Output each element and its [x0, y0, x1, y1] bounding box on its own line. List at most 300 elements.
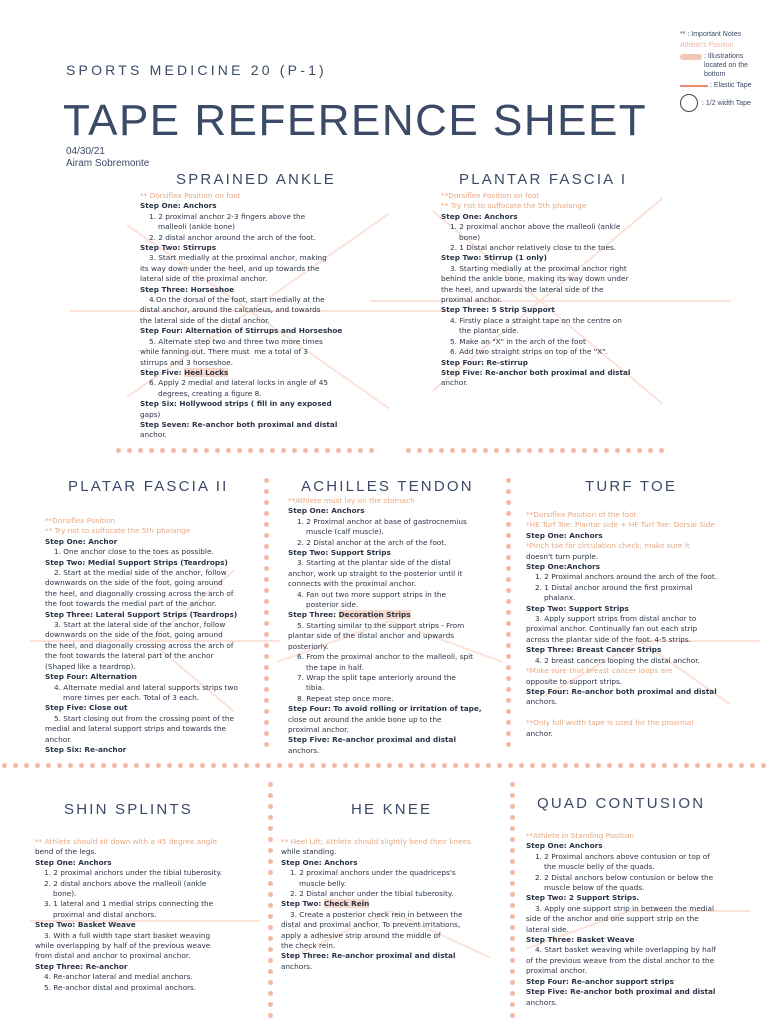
section-line: 2. 2 Distal anchors below contusion or below the [535, 872, 714, 882]
divider-dot [270, 448, 275, 453]
section-line: anchors. [281, 961, 313, 971]
divider-dot [68, 763, 73, 768]
divider-dot [264, 599, 269, 604]
divider-dot [510, 837, 515, 842]
section-line: 3. 1 lateral and 1 medial strips connecting the [44, 899, 214, 909]
divider-dot [728, 763, 733, 768]
divider-dot [519, 763, 524, 768]
divider-dot [160, 448, 165, 453]
section-line: proximal anchor. Continually fan out each strip [526, 624, 698, 634]
divider-dot [486, 763, 491, 768]
section-line: 7. Wrap the split tape anteriorly around the [297, 672, 456, 682]
section-line: 4. Alternate medial and lateral supports strips two [54, 682, 238, 692]
section-line: Step Three: Decoration Strips [288, 610, 411, 620]
divider-dot [420, 763, 425, 768]
divider-dot [464, 763, 469, 768]
divider-dot [264, 489, 269, 494]
divider-dot [264, 511, 269, 516]
divider-dot [268, 815, 273, 820]
section-line: proximal anchor. [441, 295, 502, 305]
section-line: posterior side. [306, 600, 359, 610]
section-line: 4. Fan out two more support strips in the [297, 589, 447, 599]
section-line: Step Five: Close out [45, 703, 128, 713]
section-line: Step Five: Re-anchor both proximal and distal [526, 987, 716, 997]
divider-dot [453, 763, 458, 768]
section-line: Step Two: Support Strips [526, 603, 629, 613]
divider-dot [506, 654, 511, 659]
section-line: anchor. [45, 734, 72, 744]
section-line: ** Try not to suffocate the 5th phalange [441, 201, 587, 211]
divider-dot [264, 610, 269, 615]
divider-dot [506, 599, 511, 604]
section-line: muscle below of the quads. [544, 883, 645, 893]
divider-dot [510, 782, 515, 787]
section-line: 8. Repeat step once more. [297, 693, 394, 703]
section-line: Step Two: Support Strips [288, 548, 391, 558]
section-line: 6. Add two straight strips on top of the "X". [450, 347, 608, 357]
section-line: ** Try not to suffocate the 5th phalange [45, 526, 191, 536]
illustration-highlight: Check Rein [323, 899, 370, 909]
divider-dot [717, 763, 722, 768]
divider-dot [506, 632, 511, 637]
section-line: Step One: Anchors [526, 530, 603, 540]
section-line: Step One: Anchors [441, 211, 518, 221]
section-line: Step Three: Breast Cancer Strips [526, 645, 662, 655]
divider-dot [268, 892, 273, 897]
section-line: ** Athlete should sit down with a 45 degree angle [35, 837, 217, 846]
divider-dot [268, 1002, 273, 1007]
section-line: 1. 2 proximal anchors under the quadriceps's [290, 868, 456, 878]
divider-dot [134, 763, 139, 768]
divider-dot [237, 448, 242, 453]
section-line: 1. One anchor close to the toes as possible. [54, 547, 214, 557]
divider-dot [472, 448, 477, 453]
divider-dot [268, 1013, 273, 1018]
section-line: distal and proximal anchor. To prevent irritations, [281, 920, 461, 930]
divider-dot [264, 621, 269, 626]
divider-dot [138, 448, 143, 453]
divider-dot [506, 698, 511, 703]
divider-dot [398, 763, 403, 768]
section-line: 3. Starting at the plantar side of the distal [297, 558, 451, 568]
section-line: 5. Re-anchor distal and proximal anchors. [44, 982, 197, 992]
section-line: 4. 2 breast cancers looping the distal anchor. [535, 655, 700, 665]
divider-dot [215, 448, 220, 453]
section-line: Step Four: Alternation [45, 672, 137, 682]
heading-he-knee: HE KNEE [351, 801, 433, 818]
section-line: 6. Apply 2 medial and lateral locks in angle of 45 [149, 378, 328, 388]
section-line: proximal anchor. [526, 966, 587, 976]
section-quad-contusion [526, 831, 751, 1008]
section-line: 1. 2 Proximal anchor at base of gastrocnemius [297, 516, 467, 526]
section-line: muscle belly. [299, 878, 347, 888]
section-line: behind the ankle bone, making its way down under [441, 274, 629, 284]
section-line: ** Dorsiflex Position on foot [140, 191, 241, 200]
section-line: 3. Starting medially at the proximal anchor right [450, 263, 627, 273]
divider-dot [439, 448, 444, 453]
section-line: Step Three: Basket Weave [526, 935, 635, 945]
divider-dot [510, 804, 515, 809]
section-line: doesn't turn purple. [526, 551, 599, 561]
section-line: Step Two: Stirrup (1 only) [441, 253, 547, 263]
section-line: Step Two: Basket Weave [35, 920, 136, 930]
divider-dot [268, 793, 273, 798]
section-line: anchor. [441, 378, 468, 388]
divider-dot [268, 958, 273, 963]
section-line: Step Four: Re-anchor both proximal and distal [526, 686, 717, 696]
legend-important: ** : Important Notes [680, 31, 742, 38]
divider-dot [494, 448, 499, 453]
divider-dot [510, 980, 515, 985]
section-line: connects with the proximal anchor. [288, 579, 417, 589]
section-line: 3. Start medially at the proximal anchor, making [149, 253, 327, 263]
divider-dot [510, 793, 515, 798]
divider-dot [2, 763, 7, 768]
heading-turf-toe: TURF TOE [585, 478, 678, 495]
section-line: Step Seven: Re-anchor both proximal and distal [140, 419, 338, 429]
divider-dot [167, 763, 172, 768]
divider-dot [510, 969, 515, 974]
divider-dot [264, 566, 269, 571]
section-line: bone). [53, 889, 77, 899]
illustration-highlight: Heel Locks [184, 367, 229, 377]
section-line: lateral side. [526, 924, 569, 934]
divider-dot [288, 763, 293, 768]
divider-dot [347, 448, 352, 453]
heading-quad-contusion: QUAD CONTUSION [537, 795, 706, 812]
divider-dot [149, 448, 154, 453]
divider-dot [336, 448, 341, 453]
divider-dot [127, 448, 132, 453]
divider-dot [506, 676, 511, 681]
section-line: *Make sure that breast cancer loops are [526, 666, 673, 676]
section-line: **Athlete must lay on the stomach [288, 496, 415, 505]
divider-dot [629, 763, 634, 768]
section-platar-fascia-2 [45, 516, 270, 755]
divider-dot [684, 763, 689, 768]
divider-dot [510, 1002, 515, 1007]
section-line: Step One: Anchors [140, 201, 217, 211]
divider-dot [321, 763, 326, 768]
section-line: **Dorsiflex Position on foot [441, 191, 540, 200]
divider-dot [244, 763, 249, 768]
divider-dot [510, 848, 515, 853]
divider-dot [706, 763, 711, 768]
section-line: 4. Firstly place a straight tape on the centre on [450, 315, 622, 325]
divider-dot [673, 763, 678, 768]
section-line: Step Six: Re-anchor [45, 744, 127, 754]
section-line: anchors. [526, 997, 558, 1007]
section-line: the heel, and diagonally crossing across the arch of [45, 588, 234, 598]
page-title: TAPE REFERENCE SHEET [63, 96, 648, 145]
section-line: tibia. [306, 683, 325, 693]
divider-dot [156, 763, 161, 768]
divider-dot [552, 763, 557, 768]
section-line: 2. 2 distal anchors above the malleoli (ankle [44, 878, 207, 888]
section-line: *HE Turf Toe: Plantar side + HF Turf Toe: Dorsal Side [526, 520, 716, 530]
section-line: of the previous weave from the distal anchor to the [526, 955, 715, 965]
section-line: posteriorly. [288, 641, 329, 651]
section-line: *Pinch toe for circulation check; make sure it [526, 541, 690, 551]
section-line: Step Two: 2 Support Strips. [526, 893, 640, 903]
section-line: 2. 2 Distal anchor under the tibial tuberosity. [290, 889, 454, 899]
divider-dot [268, 848, 273, 853]
section-line: 2. 1 Distal anchor around the first proximal [535, 582, 693, 592]
section-line: the foot towards the lateral part of the anchor [45, 651, 214, 661]
section-line: the plantar side. [459, 326, 519, 336]
divider-dot [506, 687, 511, 692]
divider-dot [506, 742, 511, 747]
divider-dot [607, 763, 612, 768]
divider-dot [560, 448, 565, 453]
divider-dot [325, 448, 330, 453]
section-line: the tape in half. [306, 662, 364, 672]
section-line: Step Three: 5 Strip Support [441, 305, 555, 315]
divider-dot [541, 763, 546, 768]
section-line: downwards on the side of the foot, going around [45, 630, 223, 640]
divider-dot [662, 763, 667, 768]
divider-dot [596, 763, 601, 768]
divider-dot [264, 533, 269, 538]
divider-dot [222, 763, 227, 768]
section-line: while standing. [281, 847, 337, 857]
divider-dot [593, 448, 598, 453]
section-line: Step Two: Medial Support Strips (Teardrops) [45, 557, 228, 567]
section-line: medial and lateral support strips and towards the [45, 724, 226, 734]
divider-dot [651, 763, 656, 768]
divider-dot [497, 763, 502, 768]
legend-half [680, 94, 762, 112]
divider-dot [292, 448, 297, 453]
divider-dot [417, 448, 422, 453]
section-line: the lateral side of the distal anchor. [140, 315, 270, 325]
divider-dot [358, 448, 363, 453]
divider-dot [640, 763, 645, 768]
divider-dot [178, 763, 183, 768]
divider-dot [406, 448, 411, 453]
divider-dot [506, 533, 511, 538]
section-line: 6. From the proximal anchor to the malleoli, spit [297, 652, 474, 662]
section-line: Step One: Anchors [526, 841, 603, 851]
section-line: gaps) [140, 409, 161, 419]
divider-dot [255, 763, 260, 768]
section-line: 3. With a full width tape start basket weaving [44, 930, 211, 940]
divider-dot [510, 815, 515, 820]
divider-dot [171, 448, 176, 453]
section-line: Step Three: Horseshoe [140, 284, 235, 294]
divider-dot [226, 448, 231, 453]
section-line: anchors. [288, 745, 320, 755]
divider-dot [442, 763, 447, 768]
elastic-tape-icon [680, 85, 708, 87]
section-line: malleoli (ankle bone) [158, 222, 236, 232]
highlight-swatch-icon [680, 54, 702, 60]
divider-dot [264, 665, 269, 670]
section-line: **Dorsiflex Position of the foot [526, 510, 637, 519]
section-line: the heel, and upwards the lateral side of the [441, 284, 604, 294]
divider-dot [281, 448, 286, 453]
section-line: phalanx. [544, 593, 576, 603]
divider-dot [369, 448, 374, 453]
section-line: while overlapping by half of the previous weave [35, 941, 211, 951]
divider-dot [626, 448, 631, 453]
divider-dot [332, 763, 337, 768]
divider-dot [506, 621, 511, 626]
divider-dot [475, 763, 480, 768]
divider-dot [506, 665, 511, 670]
divider-dot [659, 448, 664, 453]
section-line: the heel, and diagonally crossing across the arch of [45, 640, 234, 650]
divider-dot [506, 544, 511, 549]
section-line: 1. 2 proximal anchor 2-3 fingers above the [149, 211, 306, 221]
divider-dot [57, 763, 62, 768]
section-line [526, 708, 751, 718]
divider-dot [268, 804, 273, 809]
section-line: Step One: Anchor [45, 536, 118, 546]
heading-plantar-fascia-1: PLANTAR FASCIA I [459, 171, 628, 188]
section-line: Step Four: Alternation of Stirrups and Horseshoe [140, 326, 343, 336]
divider-dot [510, 991, 515, 996]
divider-dot [233, 763, 238, 768]
divider-dot [264, 544, 269, 549]
divider-dot [264, 720, 269, 725]
section-line: 1. 2 Proximal anchors above contusion or top of [535, 851, 710, 861]
divider-dot [510, 925, 515, 930]
section-line: Step Five: Re-anchor both proximal and distal [441, 367, 631, 377]
half-width-circle-icon [680, 94, 698, 112]
divider-dot [264, 555, 269, 560]
divider-dot [264, 632, 269, 637]
divider-dot [618, 763, 623, 768]
divider-dot [268, 859, 273, 864]
section-line: (Shaped like a teardrop). [45, 661, 136, 671]
divider-dot [264, 698, 269, 703]
section-line: 5. Make an "X" in the arch of the foot [450, 336, 586, 346]
divider-dot [264, 731, 269, 736]
divider-dot [264, 577, 269, 582]
section-line: 2. 2 Distal anchor at the arch of the foot. [297, 537, 447, 547]
section-line: Step Three: Re-anchor proximal and distal [281, 951, 456, 961]
divider-dot [259, 448, 264, 453]
section-line: **Dorsiflex Position [45, 516, 116, 525]
divider-dot [365, 763, 370, 768]
section-line: Step Two: Check Rein [281, 899, 370, 909]
divider-dot [510, 1013, 515, 1018]
divider-dot [314, 448, 319, 453]
section-he-knee [281, 837, 496, 972]
section-line: Step One: Anchors [288, 506, 365, 516]
divider-dot [505, 448, 510, 453]
section-achilles-tendon [288, 496, 488, 756]
section-line: the muscle belly of the quads. [544, 862, 655, 872]
heading-platar-fascia-2: PLATAR FASCIA II [68, 478, 229, 495]
divider-dot [510, 914, 515, 919]
divider-dot [13, 763, 18, 768]
section-line: bone) [459, 232, 481, 242]
divider-dot [354, 763, 359, 768]
section-line: 3. Apply one support strip in between the medial [535, 903, 714, 913]
divider-dot [303, 448, 308, 453]
divider-dot [264, 709, 269, 714]
divider-dot [510, 870, 515, 875]
section-line: 2. 2 distal anchor around the arch of the foot. [149, 232, 316, 242]
divider-dot [695, 763, 700, 768]
section-line: degrees, creating a figure 8. [158, 388, 262, 398]
divider-dot [123, 763, 128, 768]
section-line: anchor. [526, 728, 553, 738]
divider-dot [264, 687, 269, 692]
illustration-highlight: Decoration Strips [338, 610, 411, 620]
divider-dot [264, 643, 269, 648]
legend-illustrations-label: : Illustrations located on the bottom [704, 53, 748, 78]
section-line: close out around the ankle bone up to the [288, 714, 442, 724]
divider-dot [530, 763, 535, 768]
divider-dot [428, 448, 433, 453]
divider-dot [506, 731, 511, 736]
divider-dot [266, 763, 271, 768]
divider-dot [200, 763, 205, 768]
divider-dot [264, 522, 269, 527]
legend [680, 30, 762, 114]
divider-dot [343, 763, 348, 768]
section-line: 3. Start at the lateral side of the anchor, follow [54, 620, 226, 630]
section-shin-splints [35, 837, 250, 993]
divider-dot [112, 763, 117, 768]
divider-dot [145, 763, 150, 768]
section-line: apply a adhesive strip around the middle of [281, 930, 441, 940]
divider-dot [506, 577, 511, 582]
divider-dot [549, 448, 554, 453]
divider-dot [264, 654, 269, 659]
divider-dot [527, 448, 532, 453]
author: Airam Sobremonte [66, 158, 150, 169]
section-line: 3. Create a posterior check rein in between the [290, 909, 463, 919]
section-line: more times per each. Total of 3 each. [63, 692, 200, 702]
divider-dot [268, 782, 273, 787]
divider-dot [510, 892, 515, 897]
divider-dot [431, 763, 436, 768]
section-line: Step Five: Re-anchor proximal and distal [288, 735, 456, 745]
section-line: the foot towards the medial part of the anchor. [45, 599, 217, 609]
divider-dot [506, 588, 511, 593]
section-line: muscle (calf muscle). [306, 527, 384, 537]
divider-dot [461, 448, 466, 453]
section-line: Step One: Anchors [281, 857, 358, 867]
divider-dot [506, 522, 511, 527]
divider-dot [739, 763, 744, 768]
section-line: 2. Start at the medial side of the anchor, follow [54, 568, 227, 578]
divider-dot [46, 763, 51, 768]
section-line: Step One:Anchors [526, 562, 601, 572]
section-line: Step Six: Hollywood strips ( fill in any exposed [140, 399, 332, 409]
divider-dot [264, 742, 269, 747]
heading-sprained-ankle: SPRAINED ANKLE [176, 171, 337, 188]
divider-dot [409, 763, 414, 768]
divider-dot [637, 448, 642, 453]
section-turf-toe [526, 510, 751, 739]
divider-dot [310, 763, 315, 768]
section-line: Step Four: To avoid rolling or irritation of tape, [288, 704, 482, 714]
legend-half-label: : 1/2 width Tape [702, 99, 751, 107]
section-line: the check rein. [281, 941, 336, 951]
divider-dot [506, 500, 511, 505]
divider-dot [268, 903, 273, 908]
divider-dot [604, 448, 609, 453]
section-line: anchor. [140, 430, 167, 440]
section-line: 1. 2 proximal anchor above the malleoli (ankle [450, 222, 621, 232]
section-line: Step Four: Re-stirrup [441, 357, 528, 367]
section-line: 5. Start closing out from the crossing point of the [54, 713, 234, 723]
